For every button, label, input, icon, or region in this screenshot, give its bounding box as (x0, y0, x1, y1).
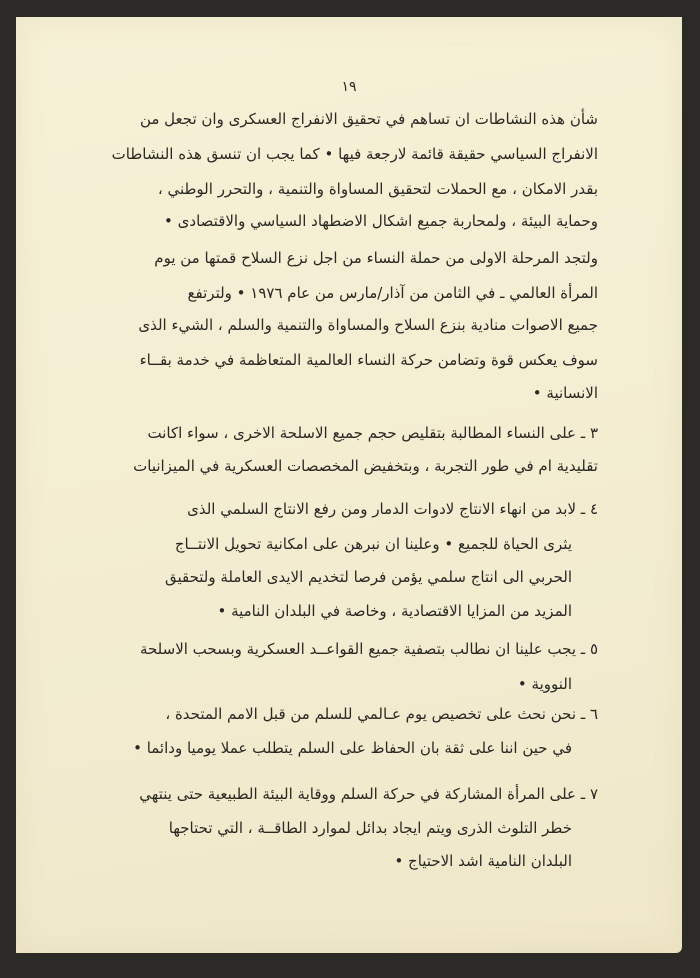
text-line: وحماية البيئة ، ولمحاربة جميع اشكال الاضطهاد السياسي والاقتصادى • (164, 212, 598, 230)
text-line: ٥ ـ يجب علينا ان نطالب بتصفية جميع القواعــد العسكرية وبسحب الاسلحة (139, 640, 598, 658)
text-line: يثرى الحياة للجميع • وعلينا ان نبرهن على امكانية تحويل الانتــاج (174, 535, 572, 553)
text-line: ٦ ـ نحن نحث على تخصيص يوم عـالمي للسلم من قبل الامم المتحدة ، (165, 705, 598, 723)
text-line: المزيد من المزايا الاقتصادية ، وخاصة في البلدان النامية • (217, 602, 572, 620)
text-line: الانفراج السياسي حقيقة قائمة لارجعة فيها • كما يجب ان تنسق هذه النشاطات (111, 145, 598, 163)
text-line: بقدر الامكان ، مع الحملات لتحقيق المساواة والتنمية ، والتحرر الوطني ، (157, 180, 598, 198)
text-line: ٤ ـ لابد من انهاء الانتاج لادوات الدمار ومن رفع الانتاج السلمي الذى (187, 500, 598, 518)
text-line: المرأة العالمي ـ في الثامن من آذار/مارس من عام ١٩٧٦ • ولترتفع (187, 284, 598, 302)
text-line: النووية • (517, 675, 572, 693)
text-line: جميع الاصوات منادية بنزع السلاح والمساواة والتنمية والسلم ، الشيء الذى (138, 316, 598, 334)
text-line: خطر التلوث الذرى ويتم ايجاد بدائل لموارد الطاقــة ، التي تحتاجها (168, 819, 572, 837)
text-line: ٣ ـ على النساء المطالبة بتقليص حجم جميع الاسلحة الاخرى ، سواء اكانت (147, 424, 598, 442)
text-line: تقليدية ام في طور التجربة ، وبتخفيض المخصصات العسكرية في الميزانيات (133, 457, 598, 475)
document-page (16, 17, 682, 953)
page-number: ١٩ (341, 79, 357, 95)
text-line: سوف يعكس قوة وتضامن حركة النساء العالمية المتعاظمة في خدمة بقــاء (139, 351, 598, 369)
text-line: شأن هذه النشاطات ان تساهم في تحقيق الانفراج العسكرى وان تجعل من (139, 110, 598, 128)
text-line: ٧ ـ على المرأة المشاركة في حركة السلم ووقاية البيئة الطبيعية حتى ينتهي (139, 785, 598, 803)
text-line: البلدان النامية اشد الاحتياج • (394, 852, 572, 870)
text-line: الحربي الى انتاج سلمي يؤمن فرصا لتخديم الايدى العاملة ولتحقيق (164, 568, 572, 586)
text-line: الانسانية • (532, 384, 598, 402)
text-line: ولتجد المرحلة الاولى من حملة النساء من اجل نزع السلاح قمتها من يوم (154, 249, 598, 267)
text-line: في حين اننا على ثقة بان الحفاظ على السلم يتطلب عملا يوميا ودائما • (133, 739, 572, 757)
